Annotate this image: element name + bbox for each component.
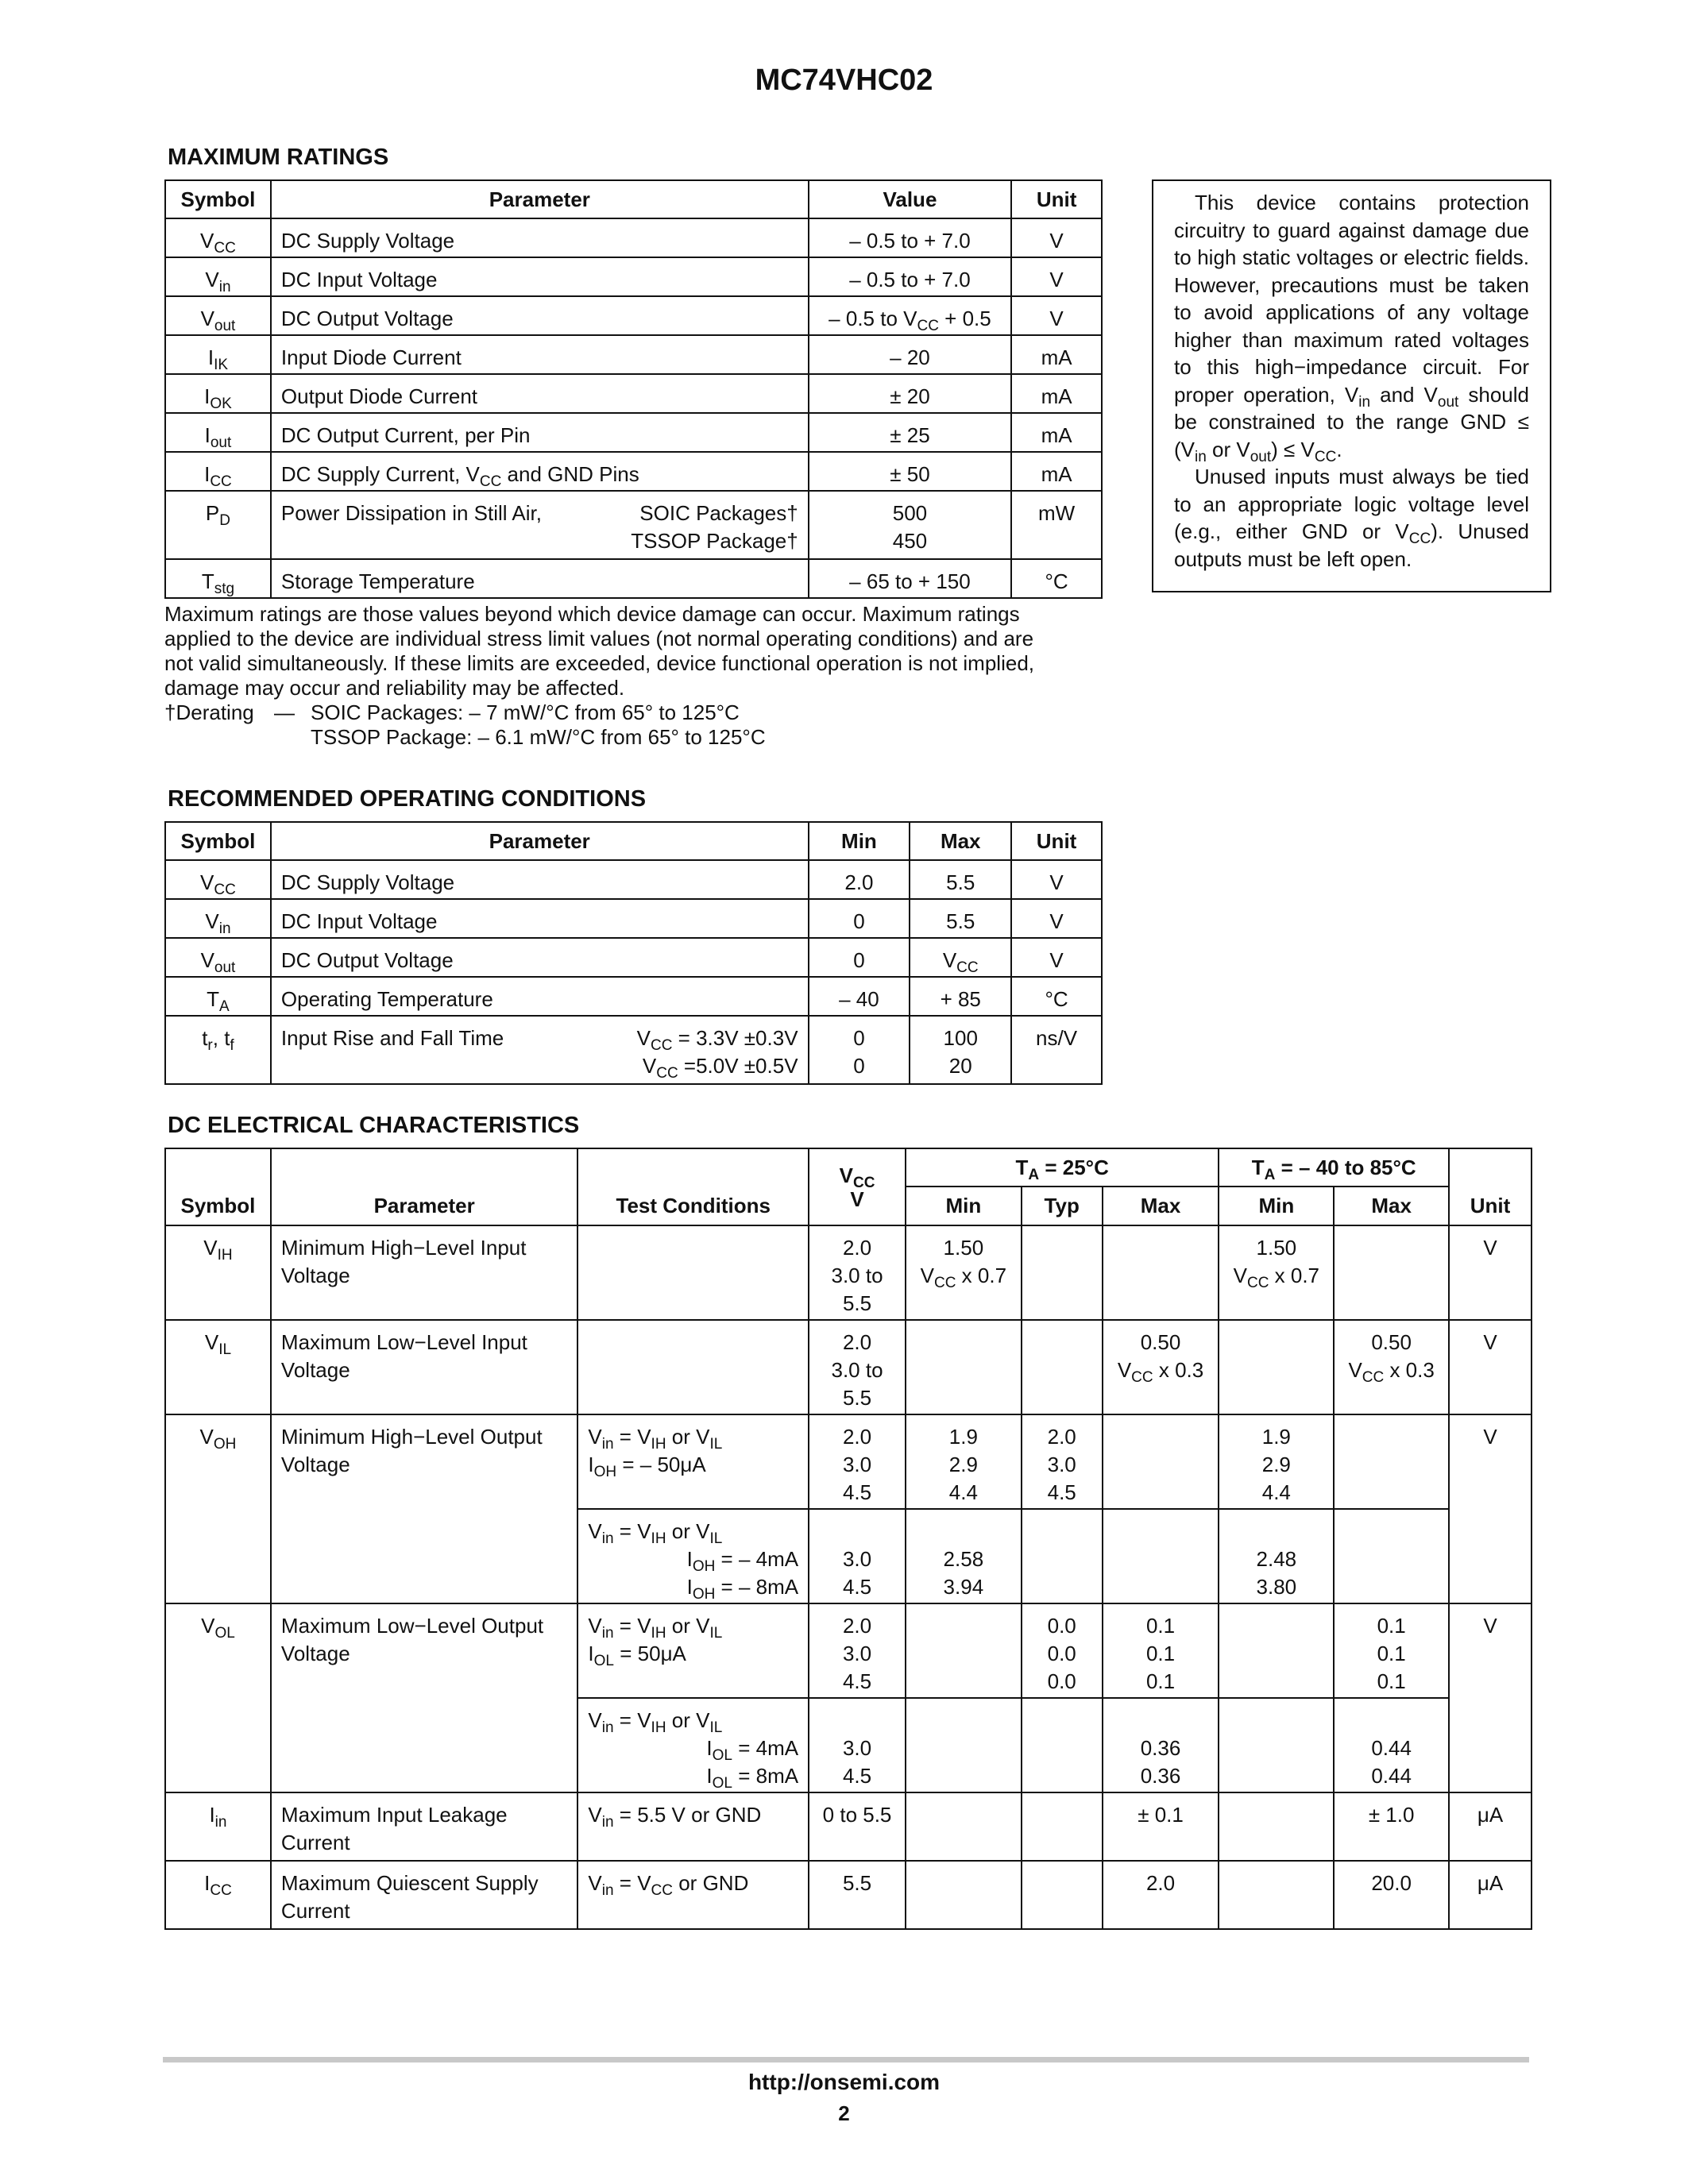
protection-note-box: This device contains protection circuitry to guard against damage due to high static voltages or electric fields. However, precautions must be taken to avoid applications of any voltage higher than maximum rated voltages to this high−impedance circuit. For proper operation, $V_{in}$ and $V_{out}$ should be constrained to the range GND ≤ ($V_{in}$ or $V_{out}) \le V_{CC}$. Unused inputs must always be tied to an appropriate logic voltage level (e.g., either GND or $V_{CC}$). Unused outputs must be left open. (1152, 179, 1551, 592)
table-row: $I_{IK}$ Input Diode Current – 20 mA (165, 335, 1102, 374)
max-ratings-note: Maximum ratings are those values beyond which device damage can occur. Maximum ratings applied to the device are individual stress limit values (not normal operating conditions) and are not valid simultaneously. If these limits are exceeded, device functional operation is not implied, damage may occur and reliability may be affected. †Derating — SOIC Packages: – 7 mW/°C from 65° to 125°C TSSOP Package: – 6.1 mW/°C from 65° to 125°C (164, 602, 1034, 749)
table-row: $I_{CC}$ DC Supply Current, $V_{CC}$ and GND Pins ± 50 mA (165, 452, 1102, 491)
header-symbol: Symbol (165, 822, 271, 860)
header-symbol: Symbol (165, 1148, 271, 1225)
header-min: Min (809, 822, 910, 860)
table-row: $t_r$, $t_f$ Input Rise and Fall Time $V_{CC} = 3.3V \pm 0.3V$ $V_{CC} =5.0V \pm 0.5V$ 0 0 100 20 ns/V (165, 1016, 1102, 1084)
header-vcc: $V_{CC}$ V (809, 1148, 906, 1225)
header-test-conditions: Test Conditions (577, 1148, 809, 1225)
page-title: MC74VHC02 (755, 64, 933, 97)
table-row: $T_A$ Operating Temperature – 40 + 85 °C (165, 977, 1102, 1016)
table-row: $I_{OK}$ Output Diode Current ± 20 mA (165, 374, 1102, 413)
table-row: $V_{OH}$ Minimum High−Level Output Voltage $V_{in} = V_{IH}$ or $V_{IL}$ $I_{OH}$ = – 50μA 2.0 3.0 4.5 1.9 2.9 4.4 2.0 3.0 4.5 1.9 2.9 4.4 V (165, 1414, 1532, 1509)
header-parameter: Parameter (271, 180, 809, 218)
header-unit: Unit (1449, 1148, 1532, 1225)
table-row: $V_{CC}$ DC Supply Voltage – 0.5 to + 7.0 V (165, 218, 1102, 257)
table-row: $V_{OL}$ Maximum Low−Level Output Voltage $V_{in} = V_{IH}$ or $V_{IL}$ $I_{OL} = 50\mu A$ 2.0 3.0 4.5 0.0 0.0 0.0 0.1 0.1 0.1 0.1 0.1 0.1 V (165, 1603, 1532, 1698)
table-row: $V_{IL}$ Maximum Low−Level Input Voltage 2.0 3.0 to 5.5 0.50 $V_{CC}$ x 0.3 0.50 $V_{CC}$ x 0.3 V (165, 1320, 1532, 1414)
header-min: Min (906, 1187, 1022, 1225)
header-parameter: Parameter (271, 1148, 578, 1225)
header-ta-25: $T_A = 25^\circ C$ (906, 1148, 1219, 1187)
header-typ: Typ (1022, 1187, 1103, 1225)
header-ta-85: $T_A$ = – 40 to 85°C (1219, 1148, 1449, 1187)
footer-url-link[interactable]: http://onsemi.com (747, 2070, 941, 2094)
header-max: Max (1103, 1187, 1219, 1225)
table-row: $V_{CC}$ DC Supply Voltage 2.0 5.5 V (165, 860, 1102, 899)
header-value: Value (809, 180, 1011, 218)
header-min-85: Min (1219, 1187, 1334, 1225)
header-symbol: Symbol (165, 180, 271, 218)
table-row: $I_{in}$ Maximum Input Leakage Current $V_{in} = 5.5$ V or GND 0 to 5.5 ± 0.1 ± 1.0 μA (165, 1792, 1532, 1861)
table-row: $I_{out}$ DC Output Current, per Pin ± 25 mA (165, 413, 1102, 452)
header-unit: Unit (1011, 180, 1102, 218)
header-max: Max (910, 822, 1011, 860)
section-title-rec-op: RECOMMENDED OPERATING CONDITIONS (168, 786, 647, 812)
section-title-max-ratings: MAXIMUM RATINGS (168, 145, 389, 170)
table-row: $V_{in}$ DC Input Voltage – 0.5 to + 7.0 V (165, 257, 1102, 296)
table-row: $V_{in}$ DC Input Voltage 0 5.5 V (165, 899, 1102, 938)
table-row: $V_{in} = V_{IH}$ or $V_{IL}$ $I_{OH}$ = – 4mA $I_{OH}$ = – 8mA 3.0 4.5 2.58 3.94 2.48 3.80 (165, 1509, 1532, 1603)
section-title-dc: DC ELECTRICAL CHARACTERISTICS (168, 1113, 580, 1138)
max-ratings-table (164, 179, 1103, 599)
table-row: $P_D$ Power Dissipation in Still Air, SOIC Packages† TSSOP Package† 500 450 mW (165, 491, 1102, 559)
rec-op-table (164, 821, 1103, 1085)
table-row: $V_{out}$ DC Output Voltage 0 $V_{CC}$ V (165, 938, 1102, 977)
table-row: $V_{out}$ DC Output Voltage – 0.5 to $V_{CC} + 0.5$ V (165, 296, 1102, 335)
header-max-85: Max (1334, 1187, 1449, 1225)
table-row: $I_{CC}$ Maximum Quiescent Supply Current $V_{in} = V_{CC}$ or GND 5.5 2.0 20.0 μA (165, 1861, 1532, 1929)
table-row: $V_{IH}$ Minimum High−Level Input Voltage 2.0 3.0 to 5.5 1.50 $V_{CC}$ x 0.7 1.50 $V_{CC}$ x 0.7 V (165, 1225, 1532, 1320)
dc-characteristics-table (164, 1148, 1532, 1930)
page-number: 2 (838, 2101, 850, 2125)
footer-divider (163, 2057, 1529, 2062)
header-parameter: Parameter (271, 822, 809, 860)
header-unit: Unit (1011, 822, 1102, 860)
table-row: $V_{in} = V_{IH}$ or $V_{IL}$ $I_{OL} = 4mA$ $I_{OL} = 8mA$ 3.0 4.5 0.36 0.36 0.44 0.44 (165, 1698, 1532, 1792)
table-row: $T_{stg}$ Storage Temperature – 65 to + 150 °C (165, 559, 1102, 598)
